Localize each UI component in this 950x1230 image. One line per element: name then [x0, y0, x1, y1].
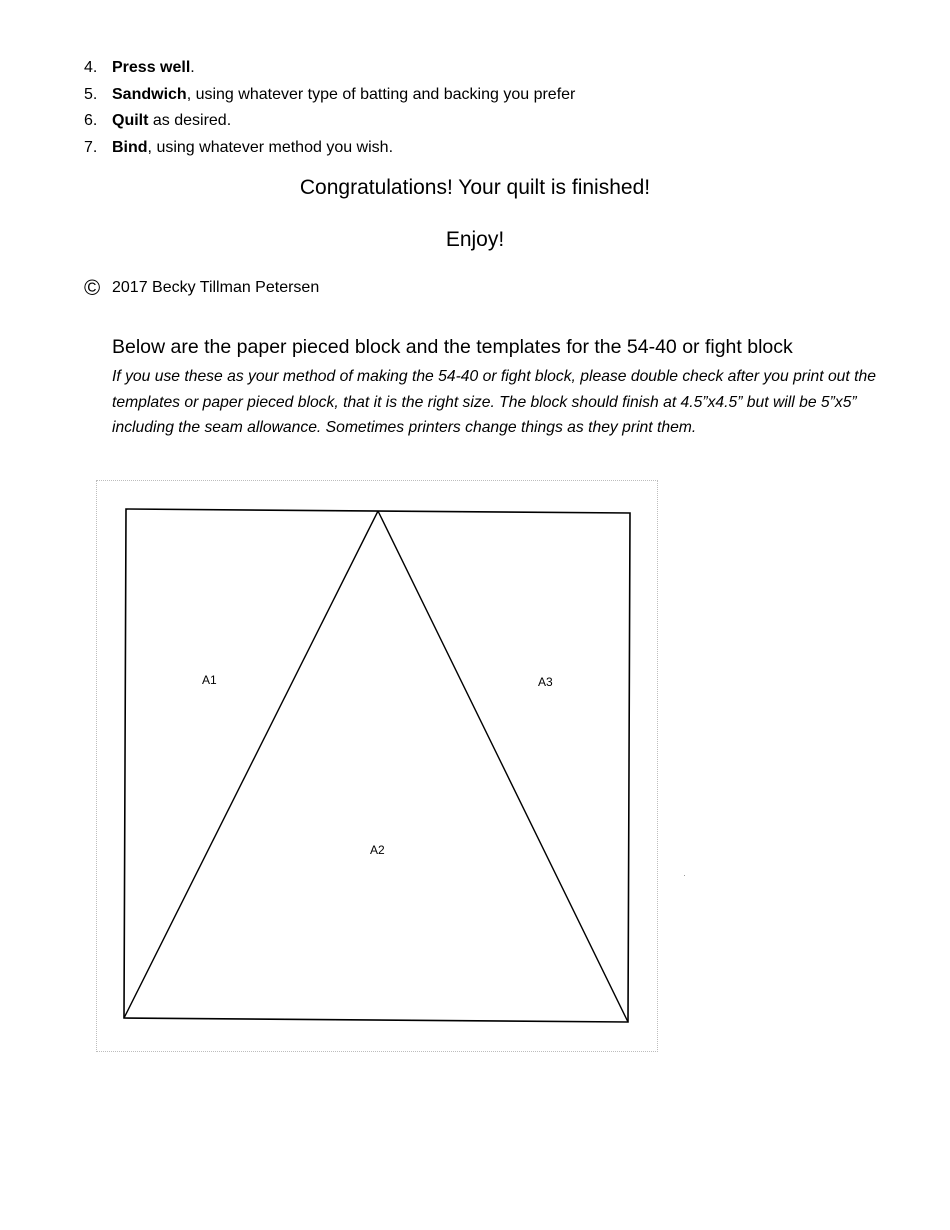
step-number: 4. — [84, 59, 98, 76]
section-label-a2: A2 — [370, 843, 385, 857]
step-text: as desired. — [148, 112, 232, 129]
seam-line-right — [378, 511, 628, 1022]
copyright-text: 2017 Becky Tillman Petersen — [112, 279, 320, 296]
step-text: , using whatever type of batting and backing you prefer — [186, 85, 576, 103]
print-size-note: If you use these as your method of making the 54-40 or fight block, please double check after you print out the templates or paper pieced block, that it is the right size. The block should finish at 4.5”x4.5” but will be 5”x5” including the seam allowance. Sometimes printers change things as they print them. — [112, 368, 876, 436]
step-keyword: Bind — [112, 138, 148, 156]
step-number: 6. — [84, 112, 98, 129]
seam-line-left — [124, 511, 378, 1018]
step-text: . — [190, 59, 195, 76]
section-label-a1: A1 — [202, 673, 217, 687]
copyright-icon: © — [84, 275, 101, 300]
stray-mark — [684, 875, 685, 876]
step-keyword: Press well — [112, 59, 191, 76]
section-label-a3: A3 — [538, 675, 553, 689]
enjoy-heading: Enjoy! — [445, 228, 505, 251]
step-keyword: Sandwich — [112, 85, 187, 103]
congratulations-heading: Congratulations! Your quilt is finished! — [299, 176, 651, 199]
templates-subheading: Below are the paper pieced block and the templates for the 54-40 or fight block — [112, 336, 793, 358]
step-number: 7. — [84, 138, 98, 156]
step-number: 5. — [84, 85, 98, 103]
step-text: , using whatever method you wish. — [147, 138, 394, 156]
block-outline — [124, 509, 630, 1022]
step-keyword: Quilt — [112, 112, 149, 129]
